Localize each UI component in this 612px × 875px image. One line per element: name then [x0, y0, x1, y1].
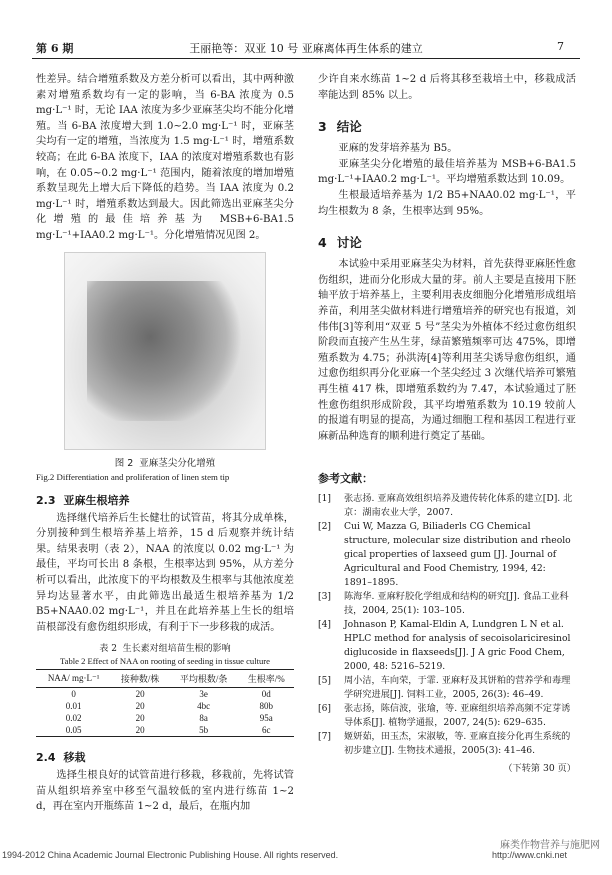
table-row — [36, 700, 294, 712]
section-heading-3 — [318, 117, 576, 135]
table-cell: 20 — [135, 713, 145, 724]
reference-number: [3] — [318, 591, 332, 603]
body-paragraph: 性差异。结合增殖系数及方差分析可以看出，其中两种激素对增殖系数均有一定的影响，当 6-BA 浓度为 0.5 mg·L⁻¹ 时，无论 IAA 浓度为多少亚麻茎尖均不能分化增殖。当 6-BA 浓度增大到 1.0~2.0 mg·L⁻¹ 时，亚麻茎尖均有一定的增殖，当浓度为 1.5 mg·L⁻¹ 时，增殖系数较高；在此 6-BA 浓度下，IAA 的浓度对增殖系数也有影响，在 0.05~0.2 mg·L⁻¹ 范围内，随着浓度的增加增殖系数呈现先上增大后下降低的趋势。当 IAA 浓度为 0.2 mg·L⁻¹ 时，增殖系数达到最大。因此筛选出亚麻茎尖分化增殖的最佳培养基为 MSB+6-BA1.5 mg·L⁻¹+IAA0.2 mg·L⁻¹。分化增殖情况见图 2。 — [36, 74, 294, 241]
table-row — [36, 724, 294, 737]
page-number: 7 — [557, 40, 564, 53]
table-row — [36, 712, 294, 724]
reference-number: [1] — [318, 493, 332, 505]
reference-item — [318, 590, 576, 618]
figure-caption-cn — [36, 455, 294, 469]
section-heading-4 — [318, 233, 576, 251]
section-title: 亚麻生根培养 — [63, 493, 130, 507]
page-header — [0, 0, 612, 64]
section-title: 移栽 — [63, 751, 86, 765]
conclusion-paragraph: 亚麻的发芽培养基为 B5。 — [338, 143, 458, 155]
table-cell: 0 — [71, 689, 76, 700]
running-title: 王丽艳等：双亚 10 号 亚麻离体再生体系的建立 — [189, 42, 423, 55]
reference-item — [318, 730, 576, 758]
table-header-cell: NAA/ mg·L⁻¹ — [36, 670, 111, 688]
table-cell: 0.01 — [65, 701, 82, 712]
reference-text: 周小洁，车向荣，于霏. 亚麻籽及其饼粕的营养学和毒理学研究进展[J]. 饲料工业，2005, 26(3): 46–49. — [344, 675, 571, 701]
reference-number: [7] — [318, 731, 332, 743]
right-column — [318, 72, 576, 774]
references-list — [318, 492, 576, 758]
table-row — [36, 688, 294, 701]
table-cell: 20 — [135, 689, 145, 700]
watermark-text: 麻类作物营养与施肥网 — [500, 840, 600, 851]
table-header-cell: 接种数/株 — [111, 670, 169, 688]
figure-title-cn: 亚麻茎尖分化增殖 — [139, 457, 216, 469]
section-heading-2-4 — [36, 749, 294, 765]
reference-item — [318, 674, 576, 702]
reference-text: 张志扬，陈信波，张瑜，等. 亚麻组织培养高频不定芽诱导体系[J]. 植物学通报，2007, 24(5): 629–635. — [344, 703, 571, 729]
body-paragraph: 选择生根良好的试管苗进行移栽，移栽前，先将试管苗从组织培养室中移至气温较低的室内进行练苗 1~2 d，再在室内开瓶练苗 1~2 d，最后，在瓶内加 — [36, 770, 294, 813]
header-rule — [32, 58, 580, 59]
table-cell: 6c — [239, 724, 294, 737]
table-caption-en: Table 2 Effect of NAA on rooting of seeding in tissue culture — [60, 656, 270, 667]
table-header-cell: 生根率/% — [239, 670, 294, 688]
reference-number: [2] — [318, 521, 332, 533]
discussion-paragraph: 本试验中采用亚麻茎尖为材料，首先获得亚麻胚性愈伤组织，进而分化形成大量的芽。前人主要是直接用下胚轴平放于培养基上，主要利用表皮细胞分化增殖形成组培养苗，利用茎尖做材料进行增殖培养的研究也有报道，刘伟伟[3]等利用“双亚 5 号”茎尖为外植体不经过愈伤组织阶段而直接产生丛生芽，绿苗繁殖频率可达 475%，即增殖系数为 4.75；孙洪涛[4]等利用茎尖诱导愈伤组织，通过愈伤组织再分化亚麻一个茎尖经过 3 次继代培养可繁殖再生植 417 株，即增殖系数约为 7.47，本试验通过了胚性愈伤组织形成阶段，其平均增殖系数为 10.19 较前人的报道有明显的提高，为通过细胞工程和基因工程进行亚麻新品种选育的顺利进行奠定了基础。 — [318, 259, 576, 442]
table-2 — [36, 669, 294, 737]
issue-number: 第 6 期 — [36, 42, 74, 55]
reference-item — [318, 618, 576, 674]
reference-text: Cui W, Mazza G, Biliaderls CG Chemical structure, molecular size distribution and rheolo gical properties of laxseed gum [J]. Journal of Agricultural and Food Chemistry, 1994, 42: 1891–1895. — [344, 521, 571, 589]
reference-item — [318, 520, 576, 590]
section-number: 4 — [318, 235, 327, 251]
figure-caption-en: Fig.2 Differentiation and proliferation of linen stem tip — [36, 471, 230, 482]
table-cell: 80b — [259, 701, 273, 712]
section-number: 2.4 — [36, 751, 56, 765]
section-title: 结论 — [336, 119, 362, 135]
left-column — [36, 72, 294, 815]
reference-text: 姬妍茹，田玉杰，宋淑敏，等. 亚麻直接分化再生系统的初步建立[J]. 生物技术通报，2005(3): 41–46. — [344, 731, 571, 757]
table-cell: 0d — [261, 689, 271, 700]
table-cell: 8a — [199, 713, 208, 724]
table-header-row — [36, 670, 294, 688]
section-heading-2-3 — [36, 492, 294, 508]
reference-text: 陈海华. 亚麻籽胶化学组成和结构的研究[J]. 食品工业科技，2004, 25(1): 103–105. — [344, 591, 569, 617]
figure-2-photo — [64, 252, 266, 450]
table-caption-cn — [36, 641, 294, 654]
cnki-link[interactable]: http://www.cnki.net — [492, 850, 568, 860]
table-cell: 4bc — [197, 701, 211, 712]
reference-item — [318, 492, 576, 520]
table-cell: 0.05 — [36, 724, 111, 737]
table-cell: 20 — [111, 724, 169, 737]
conclusion-paragraph: 生根最适培养基为 1/2 B5+NAA0.02 mg·L⁻¹，平均生根数为 8 条，生根率达到 95%。 — [318, 189, 576, 217]
body-paragraph: 选择继代培养后生长健壮的试管苗，将其分成单株，分别接种到生根培养基上培养，15 d 后观察并统计结果。结果表明（表 2），NAA 的浓度以 0.02 mg·L⁻¹ 为最佳，平均可长出 8 条根，生根率达到 95%，从方差分析可以看出，此浓度下的平均根数及生根率与其他浓度差异均达显著水平，由此筛选出最适生根培养基为 1/2 B5+NAA0.02 mg·L⁻¹，并且在此培养基上生长的组培苗根部没有愈伤组织形成，有利于下一步移栽的成活。 — [36, 512, 294, 633]
section-number: 2.3 — [36, 493, 56, 507]
table-cell: 5b — [169, 724, 239, 737]
reference-number: [4] — [318, 619, 332, 631]
table-label: 表 2 — [99, 644, 117, 655]
table-cell: 95a — [259, 713, 273, 724]
table-cell: 0.02 — [65, 713, 82, 724]
section-title: 讨论 — [336, 235, 362, 251]
reference-item — [318, 702, 576, 730]
reference-number: [6] — [318, 703, 332, 715]
continued-note: （下转第 30 页） — [503, 763, 576, 775]
table-cell: 3e — [199, 689, 208, 700]
conclusion-paragraph: 亚麻茎尖分化增殖的最佳培养基为 MSB+6-BA1.5 mg·L⁻¹+IAA0.2 mg·L⁻¹。平均增殖系数达到 10.09。 — [318, 158, 576, 186]
reference-number: [5] — [318, 675, 332, 687]
table-cell: 20 — [135, 701, 145, 712]
reference-text: 张志扬. 亚麻高效组织培养及遗传转化体系的建立[D]. 北京：湖南农业大学，2007. — [344, 493, 573, 519]
section-number: 3 — [318, 119, 327, 135]
references-title: 参考文献： — [318, 472, 373, 486]
reference-text: Johnason P, Kamal-Eldin A, Lundgren L N et al. HPLC method for analysis of secoisolariciresinol diglucoside in flaxseeds[J]. J A gric Food Chem, 2000, 48: 5216–5219. — [344, 619, 571, 673]
table-title-cn: 生长素对组培苗生根的影响 — [122, 644, 231, 655]
copyright-text: 1994-2012 China Academic Journal Electronic Publishing House. All rights reserved. — [2, 850, 339, 860]
body-paragraph: 少许自来水练苗 1~2 d 后将其移至栽培土中，移栽成活率能达到 85% 以上。 — [318, 74, 576, 101]
plant-cluster-image — [87, 281, 245, 421]
figure-label: 图 2 — [114, 457, 134, 469]
table-header-cell: 平均根数/条 — [169, 670, 239, 688]
